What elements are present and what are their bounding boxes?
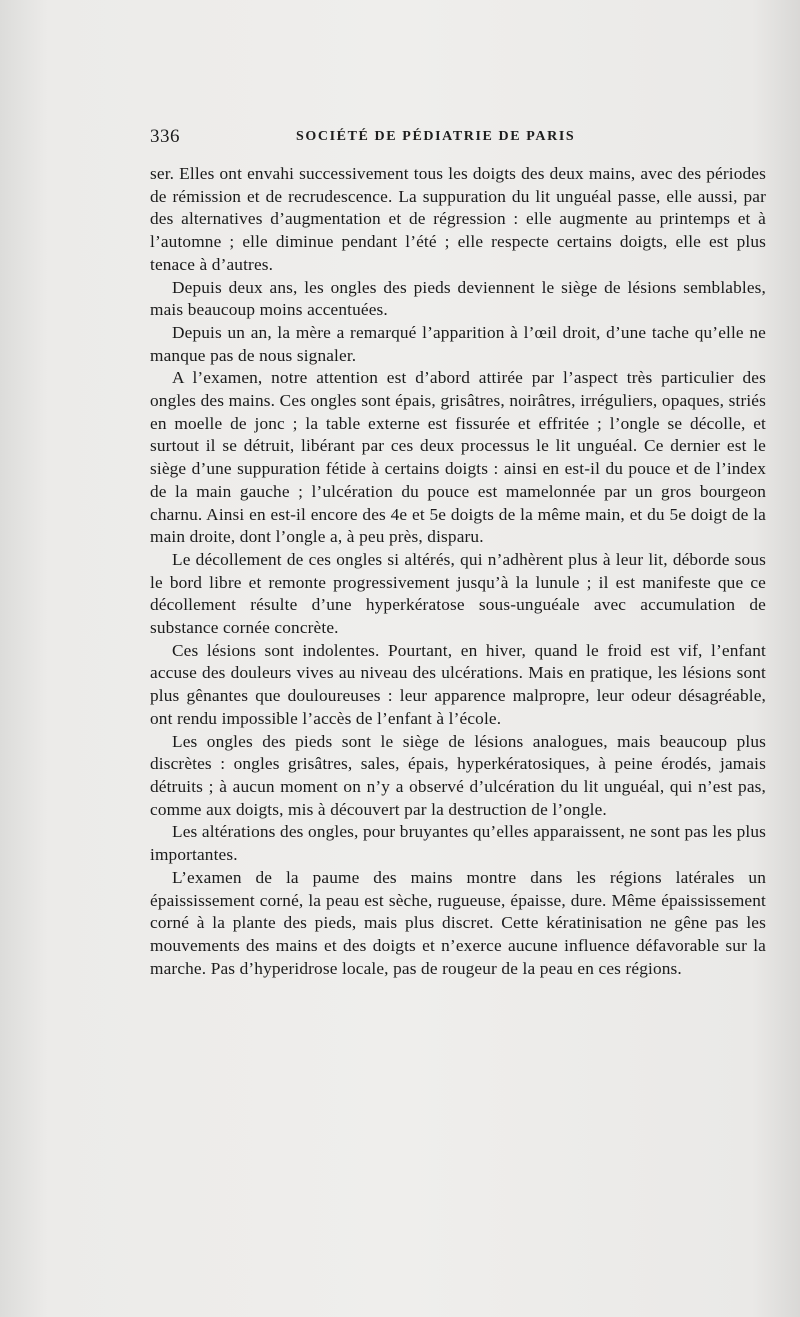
paragraph: Les ongles des pieds sont le siège de lésions analogues, mais beaucoup plus discrètes : ongles grisâtres, sales, épais, hyperkératosiques, à peine érodés, jamais détruits ; à aucun moment on n’y a observé d’ulcération du lit unguéal, qui n’est pas, comme aux doigts, mis à découvert par la destruction de l’ongle. [150, 731, 766, 819]
paragraph: L’examen de la paume des mains montre dans les régions latérales un épaississement corné, la peau est sèche, rugueuse, épaisse, dure. Même épaississement corné à la plante des pieds, mais plus discret. Cette kératinisation ne gêne pas les mouvements des mains et des doigts et n’exerce aucune influence défavorable sur la marche. Pas d’hyperidrose locale, pas de rougeur de la peau en ces régions. [150, 867, 766, 978]
page-header [150, 126, 750, 152]
paragraph: ser. Elles ont envahi successivement tous les doigts des deux mains, avec des périodes de rémission et de recrudescence. La suppuration du lit unguéal passe, elle aussi, par des alternatives d’augmentation et de régression : elle augmente au printemps et à l’automne ; elle diminue pendant l’été ; elle respecte certains doigts, elle est plus tenace à d’autres. [150, 164, 766, 274]
paragraph: Depuis un an, la mère a remarqué l’apparition à l’œil droit, d’une tache qu’elle ne manque pas de nous signaler. [150, 322, 766, 365]
page-number: 336 [150, 126, 180, 147]
paragraph: A l’examen, notre attention est d’abord attirée par l’aspect très particulier des ongles des mains. Ces ongles sont épais, grisâtres, noirâtres, irréguliers, opaques, striés en moelle de jonc ; la table externe est fissurée et effritée ; l’ongle se décolle, et surtout il se détruit, libérant par ces deux processus le lit unguéal. Ce dernier est le siège d’une suppuration fétide à certains doigts : ainsi en est-il du pouce et de l’index de la main gauche ; l’ulcération du pouce est mamelonnée par un gros bourgeon charnu. Ainsi en est-il encore des 4e et 5e doigts de la même main, et du 5e doigt de la main droite, dont l’ongle a, à peu près, disparu. [150, 368, 766, 547]
paragraph: Depuis deux ans, les ongles des pieds deviennent le siège de lésions semblables, mais beaucoup moins accentuées. [150, 277, 766, 320]
paragraph: Ces lésions sont indolentes. Pourtant, en hiver, quand le froid est vif, l’enfant accuse des douleurs vives au niveau des ulcérations. Mais en pratique, les lésions sont plus gênantes que douloureuses : leur apparence malpropre, leur odeur désagréable, ont rendu impossible l’accès de l’enfant à l’école. [150, 640, 766, 728]
body-text [150, 163, 766, 980]
running-title: SOCIÉTÉ DE PÉDIATRIE DE PARIS [296, 129, 576, 144]
paragraph: Les altérations des ongles, pour bruyantes qu’elles apparaissent, ne sont pas les plus importantes. [150, 822, 766, 865]
paragraph: Le décollement de ces ongles si altérés, qui n’adhèrent plus à leur lit, déborde sous le bord libre et remonte progressivement jusqu’à la lunule ; il est manifeste que ce décollement résulte d’une hyperkératose sous-unguéale avec accumulation de substance cornée concrète. [150, 549, 766, 638]
